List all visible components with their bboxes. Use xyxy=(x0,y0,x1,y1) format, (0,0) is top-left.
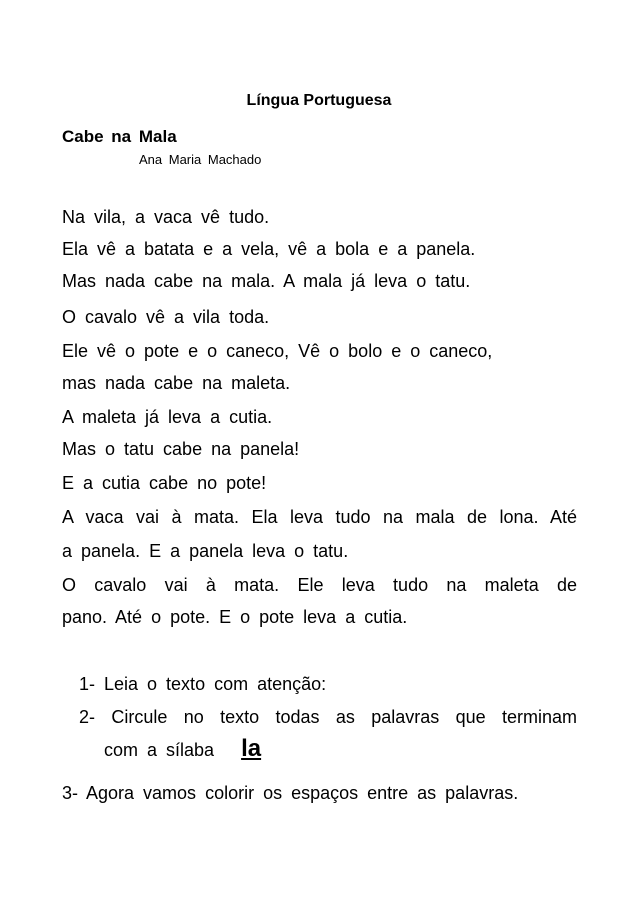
story-line: Ela vê a batata e a vela, vê a bola e a panela. xyxy=(62,239,476,259)
exercise-item-1: 1- Leia o texto com atenção: xyxy=(79,674,327,694)
exercise-item-2-cont xyxy=(104,735,262,762)
story-line: A maleta já leva a cutia. xyxy=(62,407,273,427)
exercise-item-3: 3- Agora vamos colorir os espaços entre as palavras. xyxy=(62,783,519,803)
story-title: Cabe na Mala xyxy=(62,127,177,146)
story-line: a panela. E a panela leva o tatu. xyxy=(62,541,349,561)
story-author: Ana Maria Machado xyxy=(139,152,262,167)
story-line: O cavalo vai à mata. Ele leva tudo na maleta de xyxy=(62,575,577,595)
story-line: A vaca vai à mata. Ela leva tudo na mala de lona. Até xyxy=(62,507,577,527)
story-line: Ele vê o pote e o caneco, Vê o bolo e o caneco, xyxy=(62,341,493,361)
story-line: mas nada cabe na maleta. xyxy=(62,373,291,393)
story-line: Na vila, a vaca vê tudo. xyxy=(62,207,270,227)
story-line: Mas o tatu cabe na panela! xyxy=(62,439,300,459)
story-line: pano. Até o pote. E o pote leva a cutia. xyxy=(62,607,408,627)
exercise-item-2: 2- Circule no texto todas as palavras que terminam xyxy=(79,707,577,727)
story-line: O cavalo vê a vila toda. xyxy=(62,307,270,327)
target-syllable: la xyxy=(241,735,262,762)
exercise-item-2-prefix: com a sílaba xyxy=(104,740,215,760)
subject-heading: Língua Portuguesa xyxy=(246,92,392,109)
story-line: Mas nada cabe na mala. A mala já leva o tatu. xyxy=(62,271,471,291)
story-line: E a cutia cabe no pote! xyxy=(62,473,267,493)
